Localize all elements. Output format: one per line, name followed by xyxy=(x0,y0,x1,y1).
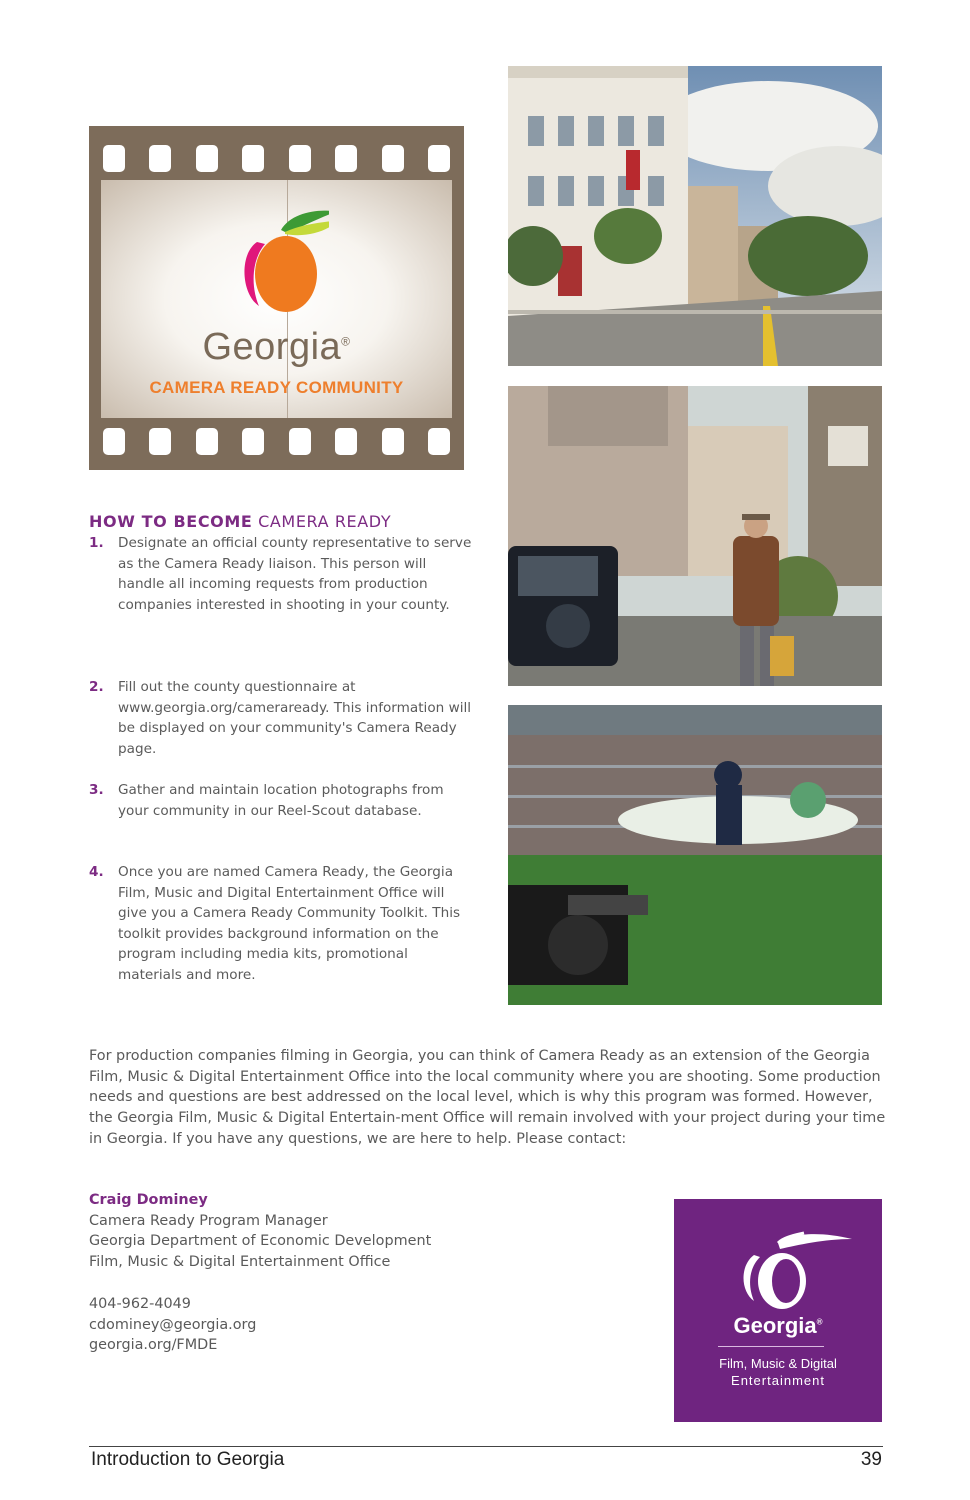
film-frame xyxy=(101,180,452,418)
contact-title: Camera Ready Program Manager xyxy=(89,1212,328,1229)
camera-ready-community-title: CAMERA READY COMMUNITY xyxy=(149,378,404,397)
step-item xyxy=(89,780,474,821)
intro-paragraph: For production companies filming in Georgia, you can think of Camera Ready as an extension of the Georgia Film, Music & Digital Entertainment Office into the local community where you are shooting. Some production needs and questions are best addressed on the local level, which is why this program was formed. However, the Georgia Film, Music & Digital Entertain-ment Office will remain involved with your project during your time in Georgia. If you have any questions, we are here to help. Please contact: xyxy=(89,1048,886,1147)
step-text: Once you are named Camera Ready, the Georgia Film, Music and Digital Entertainment Office will give you a Camera Ready Community Toolkit. This toolkit provides background information on the program including media kits, promotional materials and more. xyxy=(118,864,461,983)
step-text: Gather and maintain location photographs from your community in our Reel-Scout database. xyxy=(118,782,444,819)
footer-section-title: Introduction to Georgia xyxy=(91,1449,285,1470)
step-number: 1. xyxy=(89,535,104,551)
step-item xyxy=(89,533,474,615)
peach-icon xyxy=(229,202,329,322)
fmde-georgia-wordmark: Georgia® xyxy=(733,1313,823,1338)
step-text: Fill out the county questionnaire at www.georgia.org/cameraready. This information will be displayed on your community's Camera Ready page. xyxy=(118,679,472,757)
georgia-wordmark: Georgia® xyxy=(202,326,351,368)
step-text: Designate an official county representative to serve as the Camera Ready liaison. This person will handle all incoming requests from production companies interested in shooting in your county. xyxy=(118,535,472,613)
contact-block xyxy=(89,1190,431,1356)
fmde-logo xyxy=(674,1199,882,1422)
contact-phone: 404-962-4049 xyxy=(89,1295,191,1312)
camera-ready-logo xyxy=(89,126,464,470)
contact-department: Georgia Department of Economic Development xyxy=(89,1233,432,1250)
steps-heading: HOW TO BECOME CAMERA READY xyxy=(89,512,392,531)
contact-web[interactable]: georgia.org/FMDE xyxy=(89,1337,218,1354)
step-item xyxy=(89,862,474,985)
peach-outline-icon xyxy=(674,1199,882,1309)
step-number: 3. xyxy=(89,782,104,798)
footer-divider xyxy=(89,1446,883,1447)
town-street-photo xyxy=(508,66,882,366)
step-number: 2. xyxy=(89,679,104,695)
contact-name: Craig Dominey xyxy=(89,1192,208,1208)
page-number: 39 xyxy=(860,1449,882,1470)
contact-email[interactable]: cdominey@georgia.org xyxy=(89,1316,257,1333)
film-sprockets-top xyxy=(103,145,450,172)
step-item xyxy=(89,677,474,759)
film-sprockets-bottom xyxy=(103,428,450,455)
period-film-set-photo xyxy=(508,386,882,686)
fmde-subtitle-line1: Film, Music & Digital xyxy=(719,1356,837,1371)
fmde-subtitle-line2: Entertainment xyxy=(731,1373,825,1388)
fmde-divider xyxy=(718,1346,824,1347)
step-number: 4. xyxy=(89,864,104,880)
football-film-set-photo xyxy=(508,705,882,1005)
contact-office: Film, Music & Digital Entertainment Office xyxy=(89,1254,391,1271)
